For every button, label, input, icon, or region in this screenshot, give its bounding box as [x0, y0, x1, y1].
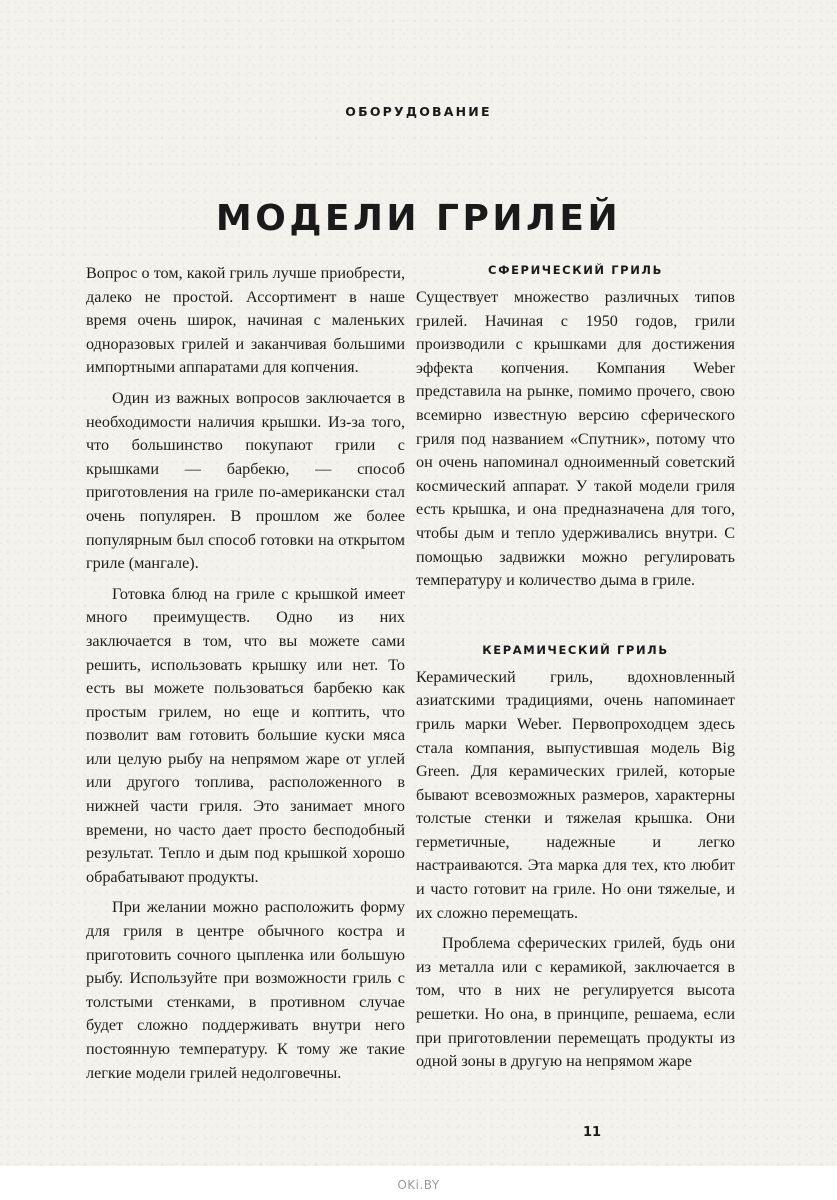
- section-label: ОБОРУДОВАНИЕ: [345, 104, 492, 119]
- paragraph: Вопрос о том, какой гриль лучше приобрести, далеко не простой. Ассортимент в наше время очень широк, начиная с маленьких одноразовых грилей и заканчивая большими импортными аппаратами для копчения.: [86, 264, 405, 377]
- paragraph: Керамический гриль, вдохновленный азиатскими традициями, очень напоминает гриль марки Weber. Первопроходцем здесь стала компания, выпустившая модель Big Green. Для керамических грилей, которые бывают всевозможных размеров, характерны толстые стенки и тяжелая крышка. Они герметичные, надежные и легко настраиваются. Эта марка для тех, кто любит и часто готовит на гриле. Но они тяжелые, и их сложно перемещать.: [416, 667, 735, 922]
- paragraph: При желании можно расположить форму для гриля в центре обычного костра и приготовить сочного цыпленка или большую рыбу. Используйте при возможности гриль с толстыми стенками, в противном случае будет сложно поддерживать внутри него постоянную температуру. К тому же такие легкие модели грилей недолговечны.: [86, 898, 405, 1082]
- paragraph: Готовка блюд на гриле с крышкой имеет много преимуществ. Одно из них заключается в том, что вы можете сами решить, использовать крышку или нет. То есть вы можете пользоваться барбекю как простым грилем, но еще и коптить, что позволит вам готовить большие куски мяса или целую рыбу на непрямом жаре от углей или другого топлива, расположенного в нижней части гриля. Это занимает много времени, но часто дает просто бесподобный результат. Тепло и дым под крышкой хорошо обрабатывают продукты.: [86, 584, 405, 886]
- left-column: [86, 262, 405, 1085]
- right-column: [416, 262, 735, 1074]
- section-heading-spherical-grill: СФЕРИЧЕСКИЙ ГРИЛЬ: [488, 263, 663, 277]
- section-heading-ceramic-grill: КЕРАМИЧЕСКИЙ ГРИЛЬ: [482, 642, 669, 657]
- paragraph: Проблема сферических грилей, будь они из металла или с керамикой, заключается в том, что в них не регулируется высота решетки. Но она, в принципе, решаема, если при приготовлении перемещать продукты из одной зоны в другую на непрямом жаре: [416, 934, 735, 1071]
- page-number: 11: [582, 1125, 602, 1140]
- page-title: МОДЕЛИ ГРИЛЕЙ: [215, 198, 622, 239]
- watermark-logo: OKi.BY: [397, 1178, 440, 1192]
- paragraph: Существует множество различных типов грилей. Начиная с 1950 годов, грили производили с крышками для достижения эффекта копчения. Компания Weber представила на рынке, помимо прочего, свою всемирно известную версию сферического гриля под названием «Спутник», потому что он очень напоминал одноименный советский космический аппарат. У такой модели гриля есть крышка, и она предназначена для того, чтобы дым и тепло удерживались внутри. С помощью задвижки можно регулировать температуру и количество дыма в гриле.: [416, 288, 735, 590]
- paragraph: Один из важных вопросов заключается в необходимости наличия крышки. Из-за того, что большинство покупают грили с крышками — барбекю, — способ приготовления на гриле по-американски стал очень популярен. В прошлом же более популярным был способ готовки на открытом гриле (мангале).: [86, 388, 405, 573]
